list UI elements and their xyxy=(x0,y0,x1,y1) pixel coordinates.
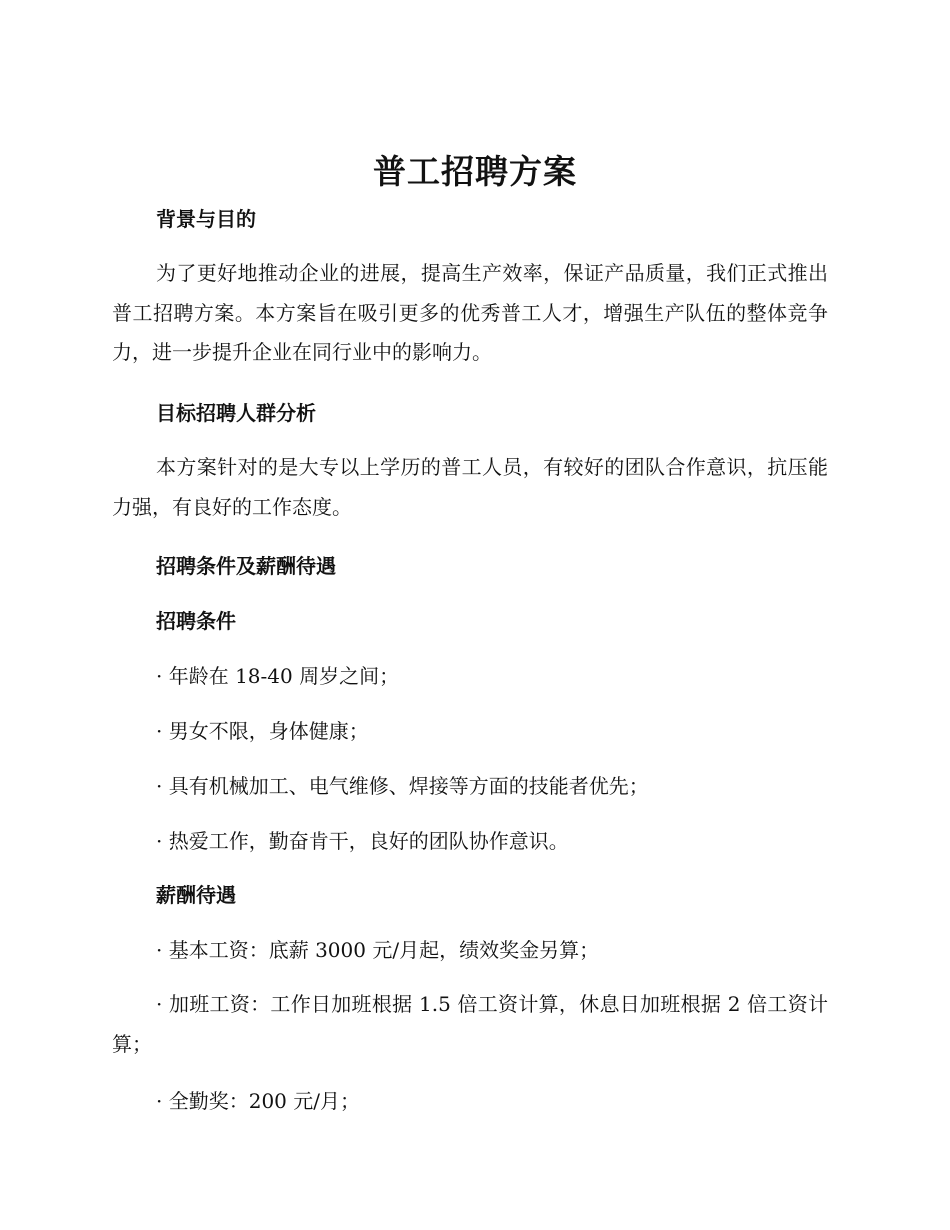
section-heading-conditions: 招聘条件 xyxy=(156,609,236,633)
list-item-condition-attitude: · 热爱工作，勤奋肯干，良好的团队协作意识。 xyxy=(156,829,569,853)
section-heading-conditions-and-pay: 招聘条件及薪酬待遇 xyxy=(156,554,336,578)
section-heading-pay: 薪酬待遇 xyxy=(156,883,236,907)
list-item-condition-skills: · 具有机械加工、电气维修、焊接等方面的技能者优先； xyxy=(156,774,649,798)
list-item-pay-base-salary: · 基本工资：底薪 3000 元/月起，绩效奖金另算； xyxy=(156,938,600,962)
list-item-pay-attendance-bonus: · 全勤奖：200 元/月； xyxy=(156,1089,360,1113)
section-heading-background: 背景与目的 xyxy=(156,207,256,231)
list-item-pay-overtime: · 加班工资：工作日加班根据 1.5 倍工资计算，休息日加班根据 2 倍工资计算； xyxy=(112,992,828,1056)
section-heading-target-group: 目标招聘人群分析 xyxy=(156,401,316,425)
paragraph-target-group: 本方案针对的是大专以上学历的普工人员，有较好的团队合作意识，抗压能力强，有良好的工作态度。 xyxy=(112,455,828,519)
document-title: 普工招聘方案 xyxy=(373,152,577,191)
list-item-condition-age: · 年龄在 18-40 周岁之间； xyxy=(156,664,400,688)
paragraph-background: 为了更好地推动企业的进展，提高生产效率，保证产品质量，我们正式推出普工招聘方案。本方案旨在吸引更多的优秀普工人才，增强生产队伍的整体竞争力，进一步提升企业在同行业中的影响力。 xyxy=(112,261,828,364)
list-item-condition-health: · 男女不限，身体健康； xyxy=(156,719,369,743)
